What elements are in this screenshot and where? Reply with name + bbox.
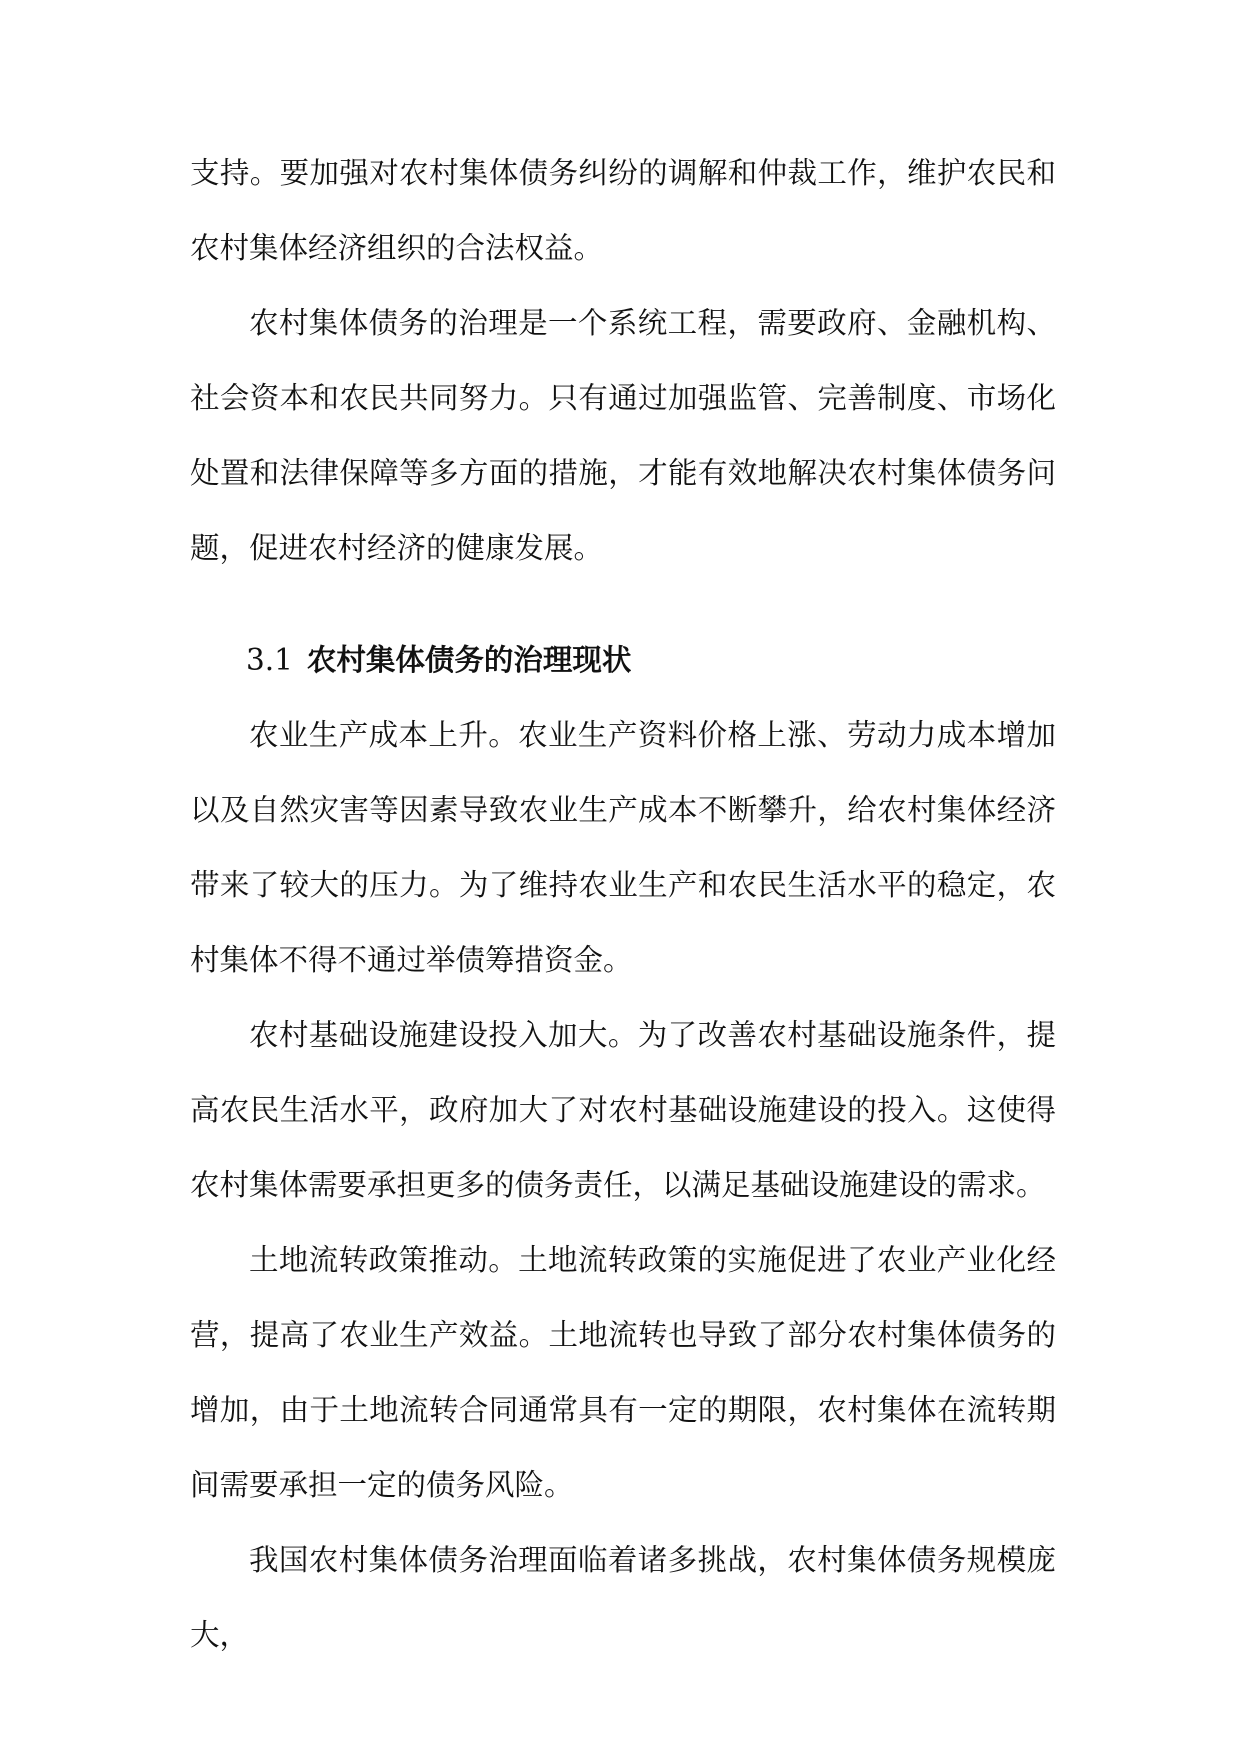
body-paragraph: 支持。要加强对农村集体债务纠纷的调解和仲裁工作，维护农民和农村集体经济组织的合法权益。: [190, 156, 1056, 265]
body-paragraph: 农业生产成本上升。农业生产资料价格上涨、劳动力成本增加以及自然灾害等因素导致农业生产成本不断攀升，给农村集体经济带来了较大的压力。为了维持农业生产和农民生活水平的稳定，农村集体不得不通过举债筹措资金。: [190, 718, 1056, 977]
section-title: 农村集体债务的治理现状: [306, 643, 632, 677]
body-paragraph: 农村集体债务的治理是一个系统工程，需要政府、金融机构、社会资本和农民共同努力。只有通过加强监管、完善制度、市场化处置和法律保障等多方面的措施，才能有效地解决农村集体债务问题，促进农村经济的健康发展。: [190, 306, 1056, 565]
body-paragraph: 土地流转政策推动。土地流转政策的实施促进了农业产业化经营，提高了农业生产效益。土地流转也导致了部分农村集体债务的增加，由于土地流转合同通常具有一定的期限，农村集体在流转期间需要承担一定的债务风险。: [190, 1243, 1056, 1502]
body-paragraph: 农村基础设施建设投入加大。为了改善农村基础设施条件，提高农民生活水平，政府加大了对农村基础设施建设的投入。这使得农村集体需要承担更多的债务责任，以满足基础设施建设的需求。: [190, 1018, 1056, 1202]
section-number: 3.1: [246, 643, 293, 677]
document-body: [190, 136, 1056, 1673]
body-paragraph: 我国农村集体债务治理面临着诸多挑战，农村集体债务规模庞大，: [190, 1543, 1056, 1652]
section-heading: [190, 623, 1056, 698]
